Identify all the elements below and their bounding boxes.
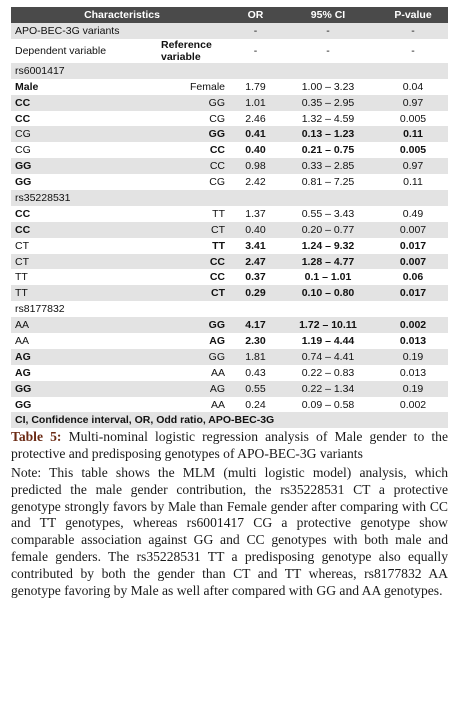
dependent-cell: GG <box>15 176 32 189</box>
table-row <box>11 95 448 111</box>
ci-cell: 0.74 – 4.41 <box>301 350 355 363</box>
reference-cell: AA <box>210 398 225 411</box>
dependent-cell: CG <box>15 144 31 157</box>
table-row <box>11 126 448 142</box>
reference-cell: GG <box>208 128 225 141</box>
group-label: rs6001417 <box>15 64 65 77</box>
dependent-cell: CC <box>15 112 31 125</box>
or-cell: 0.43 <box>245 366 266 379</box>
table-footnote-row <box>11 412 448 428</box>
ci-cell: 0.21 – 0.75 <box>301 144 355 157</box>
table-row <box>11 206 448 222</box>
or-cell: 2.42 <box>245 176 266 189</box>
reference-cell: CG <box>209 112 225 125</box>
pvalue-cell: 0.97 <box>402 96 424 109</box>
table-row <box>11 238 448 254</box>
document <box>11 7 448 599</box>
dependent-cell: TT <box>15 287 28 300</box>
group-row-rs8177832 <box>11 301 448 317</box>
pvalue-cell: 0.007 <box>399 223 427 236</box>
dep-ci: - <box>326 44 330 57</box>
or-cell: 2.30 <box>245 334 266 347</box>
dependent-cell: AG <box>15 366 31 379</box>
dependent-cell: AA <box>15 319 30 332</box>
table-row <box>11 174 448 190</box>
variants-row <box>11 23 448 39</box>
table-footnote: CI, Confidence interval, OR, Odd ratio, APO-BEC-3G <box>11 412 448 428</box>
table-row <box>11 222 448 238</box>
table-row <box>11 158 448 174</box>
dependent-cell: CC <box>15 96 31 109</box>
reference-cell: AA <box>210 366 225 379</box>
ci-cell: 0.13 – 1.23 <box>301 128 355 141</box>
header-pvalue: P-value <box>378 7 448 23</box>
header-or: OR <box>233 7 278 23</box>
reference-cell: CC <box>209 255 225 268</box>
ci-cell: 0.81 – 7.25 <box>301 176 355 189</box>
table-row <box>11 349 448 365</box>
reference-cell: CC <box>209 144 225 157</box>
table-row <box>11 333 448 349</box>
dependent-variable-row <box>11 39 448 63</box>
group-label: rs8177832 <box>15 303 65 316</box>
variants-ci: - <box>326 24 330 37</box>
reference-cell: CC <box>209 160 225 173</box>
dependent-cell: CG <box>15 128 31 141</box>
reference-cell: CT <box>211 287 225 300</box>
pvalue-cell: 0.005 <box>399 144 427 157</box>
caption-note: Note: This table shows the MLM (multi logistic model) analysis, which predicted the male gender contribution, the rs35228531 CT a protective genotype strongly favors by Male than Female gender after comparing with CC and TT genotypes, whereas rs6001417 CG a protective genotype show comparable association against GG and CC genotypes with both male and female genders. The rs35228531 TT a predisposing genotype also equally contributed by both the gender than CT and TT whereas, rs8177832 AA genotype favoring by Male as well after compared with GG and AA genotypes. <box>11 464 448 598</box>
header-characteristics: Characteristics <box>11 7 233 23</box>
ci-cell: 1.72 – 10.11 <box>299 319 357 332</box>
ci-cell: 0.09 – 0.58 <box>301 398 355 411</box>
or-cell: 0.29 <box>245 287 266 300</box>
or-cell: 0.55 <box>245 382 266 395</box>
table-row <box>11 365 448 381</box>
dependent-cell: CC <box>15 207 31 220</box>
or-cell: 1.79 <box>245 80 266 93</box>
dependent-cell: GG <box>15 382 32 395</box>
table-row <box>11 381 448 397</box>
reference-cell: CC <box>209 271 225 284</box>
table-body <box>11 23 448 428</box>
dependent-cell: AG <box>15 350 31 363</box>
reference-cell: GG <box>208 350 225 363</box>
dependent-cell: GG <box>15 398 32 411</box>
variants-or: - <box>253 24 258 37</box>
table-row <box>11 79 448 95</box>
reference-cell: CG <box>209 176 225 189</box>
or-cell: 0.40 <box>245 144 266 157</box>
pvalue-cell: 0.005 <box>399 112 427 125</box>
pvalue-cell: 0.04 <box>402 80 424 93</box>
or-cell: 1.37 <box>245 207 266 220</box>
dependent-variable-label: Dependent variable <box>15 44 107 57</box>
reference-cell: TT <box>212 207 225 220</box>
reference-cell: GG <box>208 319 225 332</box>
or-cell: 0.40 <box>245 223 266 236</box>
ci-cell: 1.24 – 9.32 <box>301 239 355 252</box>
pvalue-cell: 0.017 <box>399 239 427 252</box>
table-row <box>11 285 448 301</box>
pvalue-cell: 0.002 <box>399 319 427 332</box>
reference-cell: TT <box>212 239 225 252</box>
reference-cell: AG <box>209 334 225 347</box>
group-label: rs35228531 <box>15 191 71 204</box>
or-cell: 4.17 <box>245 319 266 332</box>
reference-cell: Female <box>189 80 225 93</box>
ci-cell: 0.22 – 1.34 <box>301 382 355 395</box>
or-cell: 1.81 <box>245 350 266 363</box>
or-cell: 0.41 <box>245 128 266 141</box>
or-cell: 3.41 <box>245 239 266 252</box>
ci-cell: 0.35 – 2.95 <box>301 96 355 109</box>
pvalue-cell: 0.002 <box>399 398 427 411</box>
ci-cell: 1.19 – 4.44 <box>301 334 355 347</box>
dependent-cell: Male <box>15 80 39 93</box>
dependent-cell: CC <box>15 223 31 236</box>
caption-label: Table 5: <box>11 429 62 445</box>
or-cell: 1.01 <box>245 96 266 109</box>
or-cell: 0.37 <box>245 271 266 284</box>
reference-cell: CT <box>211 223 225 236</box>
pvalue-cell: 0.007 <box>399 255 427 268</box>
caption-title-text: Multi-nominal logistic regression analysis of Male gender to the protective and predisposing genotypes of APO-BEC-3G variants <box>11 429 448 462</box>
or-cell: 2.46 <box>245 112 266 125</box>
ci-cell: 0.33 – 2.85 <box>301 160 355 173</box>
ci-cell: 0.20 – 0.77 <box>301 223 355 236</box>
pvalue-cell: 0.013 <box>399 334 427 347</box>
dependent-cell: CT <box>15 239 29 252</box>
variants-label: APO-BEC-3G variants <box>15 24 120 37</box>
ci-cell: 1.28 – 4.77 <box>301 255 355 268</box>
dependent-cell: GG <box>15 160 32 173</box>
ci-cell: 0.1 – 1.01 <box>304 271 352 284</box>
table-row <box>11 317 448 333</box>
or-cell: 2.47 <box>245 255 266 268</box>
table-row <box>11 269 448 285</box>
header-ci: 95% CI <box>278 7 378 23</box>
pvalue-cell: 0.06 <box>402 271 424 284</box>
pvalue-cell: 0.49 <box>402 207 424 220</box>
table-header-row <box>11 7 448 23</box>
pvalue-cell: 0.11 <box>403 128 423 141</box>
caption-title <box>11 429 448 463</box>
table-row <box>11 111 448 127</box>
table-row <box>11 254 448 270</box>
ci-cell: 0.10 – 0.80 <box>301 287 355 300</box>
table-row <box>11 142 448 158</box>
dependent-cell: AA <box>15 334 30 347</box>
table-caption <box>11 429 448 599</box>
dep-or: - <box>253 44 258 57</box>
reference-cell: GG <box>208 96 225 109</box>
results-table <box>11 7 448 428</box>
pvalue-cell: 0.97 <box>402 160 424 173</box>
reference-cell: AG <box>209 382 225 395</box>
variants-p: - <box>411 24 415 37</box>
pvalue-cell: 0.013 <box>399 366 427 379</box>
dep-p: - <box>411 44 415 57</box>
group-row-rs6001417 <box>11 63 448 79</box>
ci-cell: 1.32 – 4.59 <box>301 112 355 125</box>
table-row <box>11 397 448 413</box>
or-cell: 0.24 <box>245 398 266 411</box>
pvalue-cell: 0.19 <box>402 350 424 363</box>
pvalue-cell: 0.11 <box>403 176 423 189</box>
dependent-cell: TT <box>15 271 28 284</box>
ci-cell: 0.22 – 0.83 <box>301 366 355 379</box>
dependent-cell: CT <box>15 255 29 268</box>
pvalue-cell: 0.017 <box>399 287 427 300</box>
or-cell: 0.98 <box>245 160 266 173</box>
ci-cell: 0.55 – 3.43 <box>301 207 355 220</box>
pvalue-cell: 0.19 <box>402 382 424 395</box>
group-row-rs35228531 <box>11 190 448 206</box>
ci-cell: 1.00 – 3.23 <box>301 80 355 93</box>
reference-variable-label: Reference variable <box>161 38 212 63</box>
